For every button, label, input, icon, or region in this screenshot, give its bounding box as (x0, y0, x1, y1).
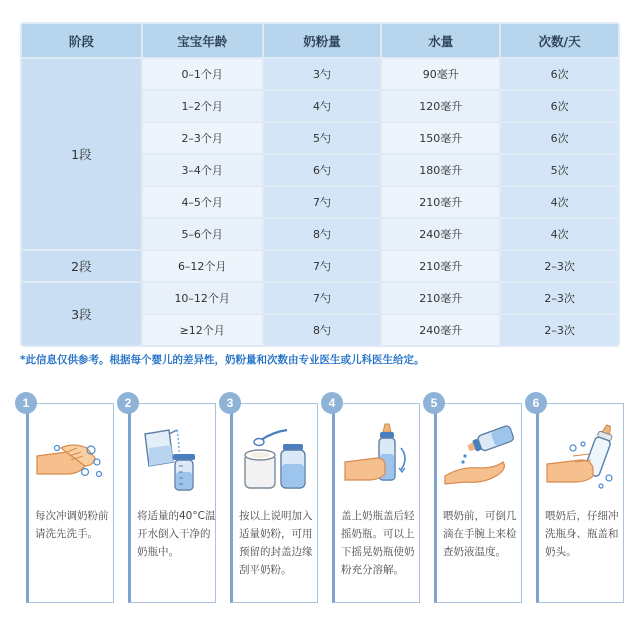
age-cell: 4–5个月 (143, 187, 262, 217)
disclaimer-note: *此信息仅供参考。根据每个婴儿的差异性，奶粉量和次数由专业医生或儿科医生给定。 (20, 354, 425, 366)
times-cell: 2–3次 (501, 283, 618, 313)
step-number-badge: 6 (525, 392, 547, 414)
table-row (22, 251, 618, 281)
water-cell: 120毫升 (382, 91, 499, 121)
water-cell: 90毫升 (382, 59, 499, 89)
preparation-steps (14, 395, 626, 605)
header-stage: 阶段 (22, 24, 141, 57)
shake-bottle-icon (339, 418, 417, 496)
step-card-6 (532, 396, 624, 603)
scoop-powder-icon (237, 418, 315, 496)
water-cell: 180毫升 (382, 155, 499, 185)
powder-cell: 6勺 (264, 155, 381, 185)
water-cell: 150毫升 (382, 123, 499, 153)
water-cell: 210毫升 (382, 251, 499, 281)
times-cell: 6次 (501, 59, 618, 89)
age-cell: ≥12个月 (143, 315, 262, 345)
times-cell: 4次 (501, 219, 618, 249)
powder-cell: 7勺 (264, 283, 381, 313)
step-number-badge: 3 (219, 392, 241, 414)
age-cell: 2–3个月 (143, 123, 262, 153)
stage-cell: 2段 (22, 251, 141, 281)
powder-cell: 8勺 (264, 315, 381, 345)
test-temperature-icon (441, 418, 519, 496)
powder-cell: 3勺 (264, 59, 381, 89)
step-text: 喂奶后，仔细冲洗瓶身、瓶盖和奶头。 (545, 510, 619, 558)
step-card-4 (328, 396, 420, 603)
powder-cell: 5勺 (264, 123, 381, 153)
step-text: 将适量的40°C温开水倒入干净的奶瓶中。 (137, 510, 216, 558)
header-times: 次数/天 (501, 24, 618, 57)
times-cell: 6次 (501, 91, 618, 121)
step-card-5 (430, 396, 522, 603)
header-powder: 奶粉量 (264, 24, 381, 57)
times-cell: 6次 (501, 123, 618, 153)
step-number-badge: 4 (321, 392, 343, 414)
step-card-3 (226, 396, 318, 603)
powder-cell: 7勺 (264, 187, 381, 217)
feeding-table (20, 22, 620, 347)
header-water: 水量 (382, 24, 499, 57)
age-cell: 5–6个月 (143, 219, 262, 249)
water-cell: 210毫升 (382, 187, 499, 217)
water-cell: 210毫升 (382, 283, 499, 313)
step-card-2 (124, 396, 216, 603)
kettle-bottle-icon (135, 418, 213, 496)
hand-washing-icon (33, 418, 111, 496)
stage-cell: 1段 (22, 59, 141, 249)
step-text: 每次冲调奶粉前请洗先洗手。 (35, 510, 109, 540)
table-row (22, 283, 618, 313)
step-number-badge: 2 (117, 392, 139, 414)
clean-bottle-icon (543, 418, 621, 496)
step-number-badge: 5 (423, 392, 445, 414)
age-cell: 3–4个月 (143, 155, 262, 185)
age-cell: 0–1个月 (143, 59, 262, 89)
stage-cell: 3段 (22, 283, 141, 345)
times-cell: 2–3次 (501, 315, 618, 345)
table-row (22, 59, 618, 89)
water-cell: 240毫升 (382, 315, 499, 345)
times-cell: 5次 (501, 155, 618, 185)
powder-cell: 7勺 (264, 251, 381, 281)
table-header-row (22, 24, 618, 57)
powder-cell: 4勺 (264, 91, 381, 121)
powder-cell: 8勺 (264, 219, 381, 249)
age-cell: 6–12个月 (143, 251, 262, 281)
step-text: 盖上奶瓶盖后轻摇奶瓶。可以上下摇晃奶瓶使奶粉充分溶解。 (341, 510, 415, 576)
step-card-1 (22, 396, 114, 603)
times-cell: 4次 (501, 187, 618, 217)
step-text: 按以上说明加入适量奶粉，可用预留的封盖边缘刮平奶粉。 (239, 510, 313, 576)
times-cell: 2–3次 (501, 251, 618, 281)
water-cell: 240毫升 (382, 219, 499, 249)
step-text: 喂奶前，可倒几滴在手腕上来检查奶液温度。 (443, 510, 517, 558)
age-cell: 1–2个月 (143, 91, 262, 121)
header-age: 宝宝年龄 (143, 24, 262, 57)
step-number-badge: 1 (15, 392, 37, 414)
age-cell: 10–12个月 (143, 283, 262, 313)
